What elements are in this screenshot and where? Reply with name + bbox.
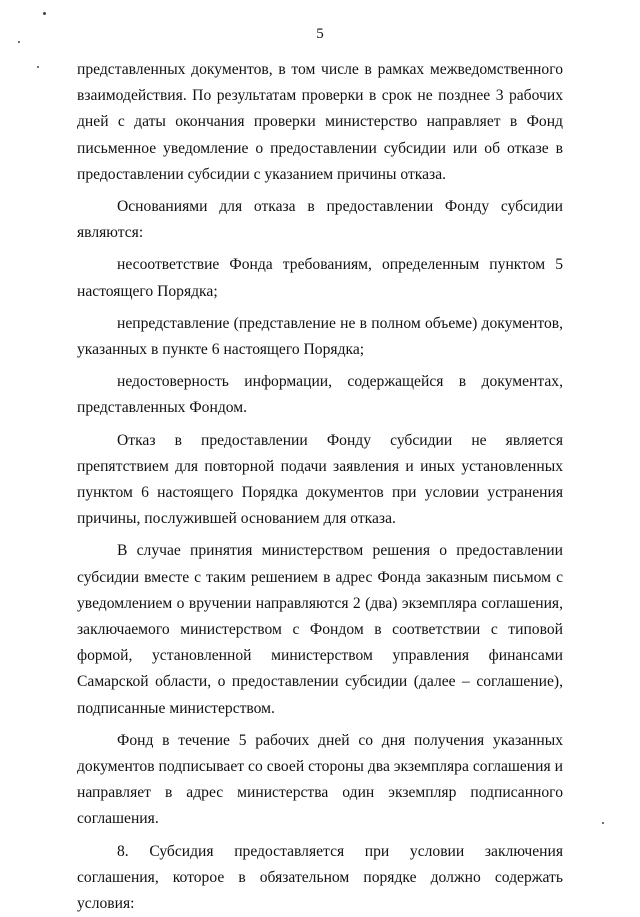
paragraph-fund-signing: Фонд в течение 5 рабочих дней со дня получения указанных документов подписывает со своей стороны два экземпляра соглашения и направляет в адрес министерства один экземпляр подписанного соглашения. (77, 731, 563, 828)
paragraph-item-8: 8. Субсидия предоставляется при условии заключения соглашения, которое в обязательном порядке должно содержать условия: (77, 842, 563, 913)
paragraph-ground-1: несоответствие Фонда требованиям, определенным пунктом 5 настоящего Порядка; (77, 256, 563, 300)
paragraph-agreement-decision: В случае принятия министерством решения о предоставлении субсидии вместе с таким решением в адрес Фонда заказным письмом с уведомлением о вручении направляются 2 (два) экземпляра соглашения, заключаемого министерством с Фондом в соответствии с типовой формой, установленной министерством управления финансами Самарской области, о предоставлении субсидии (далее – соглашение), подписанные министерством. (77, 542, 563, 717)
document-body (77, 57, 563, 917)
paragraph-ground-3: недостоверность информации, содержащейся в документах, представленных Фондом. (77, 373, 563, 417)
paragraph-ground-2: непредставление (представление не в полном объеме) документов, указанных в пункте 6 настоящего Порядка; (77, 314, 563, 359)
paragraph-refusal-note: Отказ в предоставлении Фонду субсидии не является препятствием для повторной подачи заявления и иных установленных пунктом 6 настоящего Порядка документов при условии устранения причины, послужившей основанием для отказа. (77, 431, 563, 528)
scan-speck (43, 12, 46, 15)
page-number: 5 (316, 26, 324, 42)
scan-speck (602, 822, 604, 824)
paragraph-refusal-grounds: Основаниями для отказа в предоставлении Фонду субсидии являются: (77, 198, 563, 242)
paragraph-continuation: представленных документов, в том числе в рамках межведомственного взаимодействия. По результатам проверки в срок не позднее 3 рабочих дней с даты окончания проверки министерство направляет в Фонд письменное уведомление о предоставлении субсидии или об отказе в предоставлении субсидии с указанием причины отказа. (77, 61, 563, 183)
scan-speck (37, 66, 39, 68)
